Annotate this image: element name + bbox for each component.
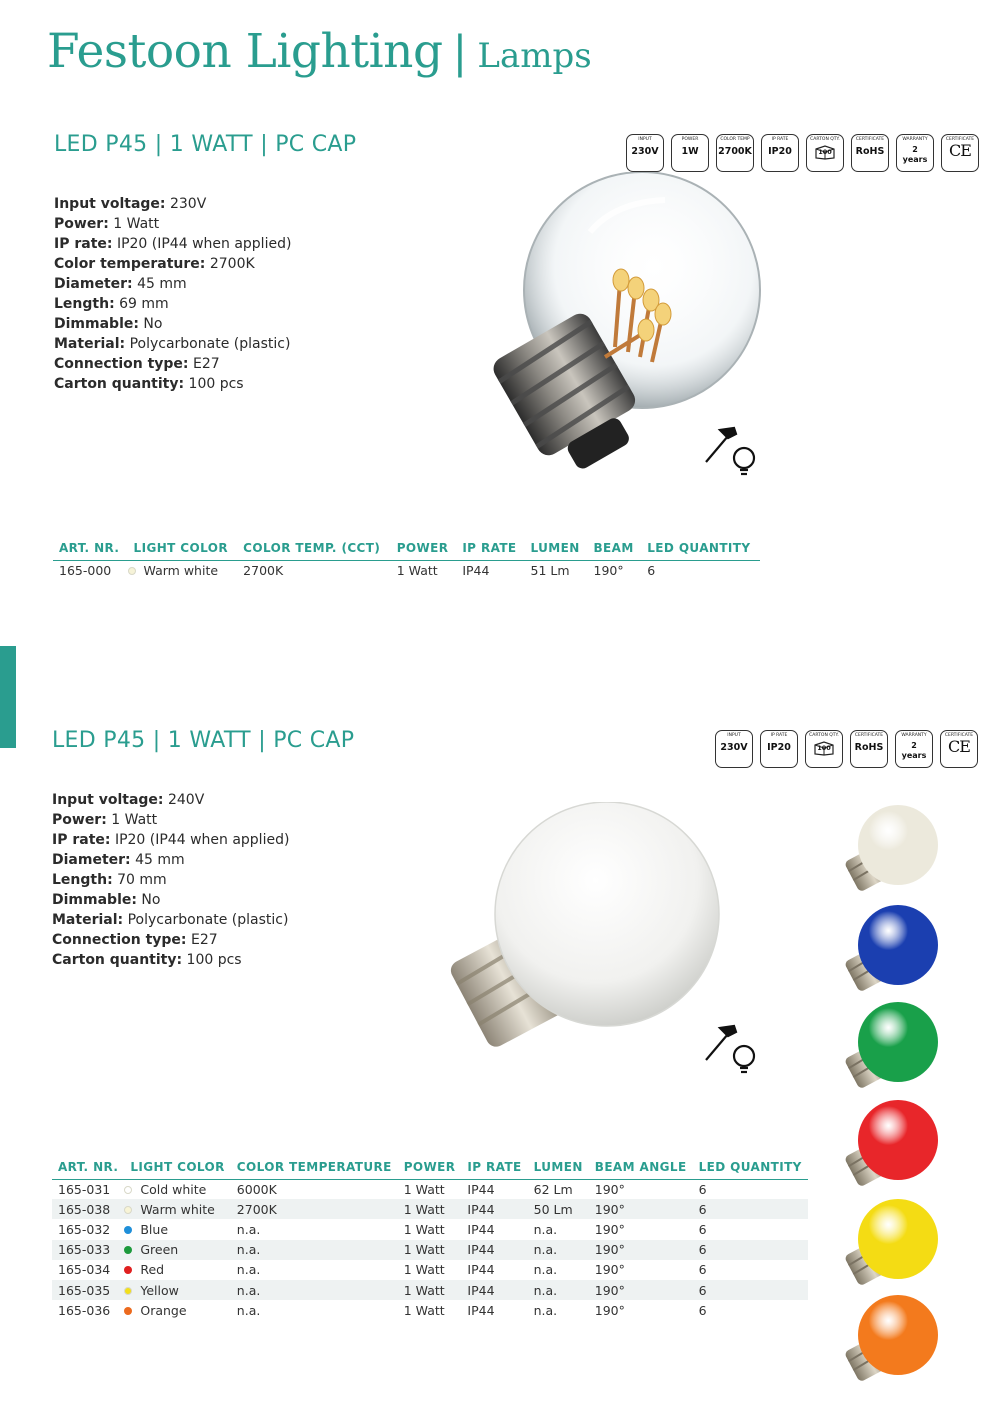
spec-key: Connection type: [52,932,187,948]
spec-key: Input voltage: [54,196,166,212]
spec-value: E27 [190,932,218,948]
table-cell-qty: 6 [698,1302,707,1318]
table-cell-art: 165-034 [58,1262,111,1278]
spec-badge [671,134,709,172]
spec-row [54,194,291,214]
color-dot-icon [124,1307,132,1315]
color-dot-icon [128,567,136,575]
table-cell-ip: IP44 [467,1302,495,1318]
spec-badge [805,730,843,768]
product-2-opal-bulb-image [445,802,735,1062]
color-dot-icon [124,1186,132,1194]
table-cell-beam: 190° [594,1302,625,1318]
table-cell-ip: IP44 [467,1181,495,1197]
table-cell-qty: 6 [698,1221,707,1237]
light-color-name: Orange [140,1302,187,1318]
table-cell-art: 165-032 [58,1221,111,1237]
badge-label: POWER [681,137,699,142]
column-header: LUMEN [525,539,588,560]
spec-value: IP20 (IP44 when applied) [116,236,292,252]
table-cell-power: 1 Watt [403,1262,445,1278]
table-cell-beam: 190° [594,1181,625,1197]
spec-key: Carton quantity: [54,376,185,392]
table-cell-power: 1 Watt [398,1240,462,1260]
spec-badge [940,730,978,768]
badge-value: 100 [817,744,831,752]
spec-key: IP rate: [54,236,113,252]
badge-value: RoHS [854,742,884,753]
swatch-bulb-yellow [842,1197,942,1289]
badge-value: 2700K [718,146,752,157]
column-header: POWER [391,539,457,560]
product-1-replaceable-bulb-icon [700,424,764,484]
table-cell-qty: 6 [647,562,656,578]
column-header: IP RATE [456,539,524,560]
spec-row [52,790,289,810]
spec-value: 45 mm [135,852,185,868]
badge-label: IP RATE [770,733,788,738]
spec-value: No [141,892,161,908]
spec-badge [851,134,889,172]
light-color-name: Red [140,1262,165,1278]
spec-value: IP20 (IP44 when applied) [114,832,290,848]
spec-badge [806,134,844,172]
spec-badge [896,134,934,172]
table-cell-lumen: 62 Lm [533,1181,573,1197]
light-color-name: Cold white [140,1181,207,1197]
badge-label: CERTIFICATE [944,733,974,738]
spec-value: 2700K [209,256,255,272]
spec-value: 1 Watt [113,216,160,232]
spec-row [52,950,289,970]
page-title-main: Festoon Lighting [47,24,443,79]
table-cell-lumen: n.a. [528,1240,589,1260]
spec-row [52,910,289,930]
spec-row [52,830,289,850]
table-cell-qty: 6 [698,1181,707,1197]
table-cell-beam: 190° [593,562,624,578]
spec-badge [895,730,933,768]
column-header: IP RATE [461,1158,527,1179]
table-cell-ip: IP44 [462,562,490,578]
badge-label: WARRANTY [902,137,928,142]
table-cell-lumen: 50 Lm [528,1199,589,1219]
spec-key: Color temperature: [54,256,206,272]
column-header: LED QUANTITY [693,1158,808,1179]
product-2-article-table [52,1158,808,1320]
color-dot-icon [124,1226,132,1234]
table-cell-power: 1 Watt [403,1221,445,1237]
table-cell-qty: 6 [693,1240,808,1260]
spec-key: Connection type: [54,356,189,372]
badge-label: CERTIFICATE [855,137,885,142]
swatch-bulb-red [842,1098,942,1190]
table-row [52,1300,808,1320]
table-cell-qty: 6 [693,1280,808,1300]
table-cell-lumen: n.a. [533,1262,558,1278]
light-color-name: Warm white [143,562,219,578]
table-cell-color [128,560,238,580]
page-title [47,24,592,79]
table-cell-lumen: 51 Lm [530,562,570,578]
spec-value: No [143,316,163,332]
swatch-bulb-orange [842,1293,942,1385]
table-cell-temp: 6000K [236,1181,277,1197]
table-cell-power: 1 Watt [403,1181,445,1197]
spec-value: 100 pcs [186,952,242,968]
spec-key: Dimmable: [52,892,137,908]
spec-badge [716,134,754,172]
spec-row [52,850,289,870]
badge-label: COLOR TEMP [720,137,750,142]
color-dot-icon [124,1206,132,1214]
badge-value: 230V [720,742,748,753]
badge-label: CARTON QTY. [809,733,839,738]
table-cell-qty: 6 [698,1262,707,1278]
spec-key: Power: [52,812,107,828]
spec-row [52,810,289,830]
side-tab-marker [0,646,16,748]
badge-value: 230V [631,146,659,157]
swatch-bulb-white [842,803,942,895]
table-row [52,1260,808,1280]
badge-label: INPUT [638,137,652,142]
spec-value: 230V [169,196,207,212]
color-dot-icon [124,1287,132,1295]
spec-key: Length: [54,296,115,312]
color-dot-icon [124,1246,132,1254]
table-cell-color [124,1260,230,1280]
spec-row [54,314,291,334]
column-header: LIGHT COLOR [128,539,238,560]
table-cell-art: 165-035 [52,1280,124,1300]
table-row [52,1240,808,1260]
table-cell-art: 165-031 [58,1181,111,1197]
column-header: LUMEN [528,1158,589,1179]
light-color-name: Yellow [140,1282,179,1298]
table-cell-color [124,1179,230,1199]
table-cell-art: 165-000 [59,562,112,578]
spec-key: Length: [52,872,113,888]
spec-row [54,234,291,254]
spec-badge [626,134,664,172]
column-header: LED QUANTITY [641,539,760,560]
badge-label: CERTIFICATE [945,137,975,142]
spec-badge [715,730,753,768]
table-row [52,1280,808,1300]
badge-value: 2 [912,145,918,154]
table-row [53,560,760,580]
column-header: POWER [398,1158,462,1179]
table-cell-beam: 190° [589,1280,693,1300]
product-2-specs [52,790,289,970]
spec-value: E27 [192,356,220,372]
table-cell-power: 1 Watt [396,562,438,578]
page-subtitle: Lamps [477,36,592,76]
column-header: LIGHT COLOR [124,1158,230,1179]
spec-row [52,870,289,890]
badge-label: WARRANTY [901,733,927,738]
product-2-badges [715,730,978,768]
product-2-replaceable-bulb-icon [700,1022,764,1082]
badge-label: CARTON QTY. [810,137,840,142]
badge-value: 1W [681,146,699,157]
table-cell-ip: IP44 [461,1280,527,1300]
spec-row [52,930,289,950]
column-header: BEAM [588,539,642,560]
table-cell-ip: IP44 [461,1240,527,1260]
column-header: COLOR TEMP. (CCT) [237,539,391,560]
table-cell-color [124,1280,230,1300]
light-color-name: Warm white [140,1201,215,1217]
badge-value: RoHS [855,146,885,157]
table-cell-beam: 190° [594,1221,625,1237]
badge-value: 2 [911,741,917,750]
badge-label: INPUT [727,733,741,738]
spec-badge [761,134,799,172]
table-cell-temp: n.a. [236,1262,261,1278]
spec-key: Diameter: [52,852,131,868]
swatch-bulb-blue [842,903,942,995]
table-row [52,1179,808,1199]
spec-value: 240V [167,792,205,808]
spec-row [54,334,291,354]
table-row [52,1199,808,1219]
table-cell-power: 1 Watt [403,1302,445,1318]
spec-key: Dimmable: [54,316,139,332]
table-cell-temp: 2700K [243,562,284,578]
badge-value-unit: years [902,155,928,164]
table-cell-beam: 190° [589,1240,693,1260]
table-cell-ip: IP44 [467,1221,495,1237]
spec-key: Material: [54,336,126,352]
column-header: ART. NR. [52,1158,124,1179]
spec-key: Power: [54,216,109,232]
ce-mark-icon: CE [948,737,970,756]
spec-row [54,294,291,314]
spec-value: 1 Watt [111,812,158,828]
title-separator: | [452,27,468,78]
product-1-article-table [53,539,760,580]
product-1-heading: LED P45 | 1 WATT | PC CAP [54,132,357,157]
column-header: BEAM ANGLE [589,1158,693,1179]
swatch-bulb-green [842,1000,942,1092]
spec-row [54,354,291,374]
badge-value: 100 [818,148,832,156]
table-cell-art: 165-033 [52,1240,124,1260]
ce-mark-icon: CE [949,141,971,160]
table-cell-ip: IP44 [461,1199,527,1219]
spec-value: Polycarbonate (plastic) [127,912,289,928]
spec-key: Carton quantity: [52,952,183,968]
table-cell-temp: 2700K [231,1199,398,1219]
spec-row [54,214,291,234]
table-cell-ip: IP44 [467,1262,495,1278]
table-cell-power: 1 Watt [398,1199,462,1219]
product-2-heading: LED P45 | 1 WATT | PC CAP [52,728,355,753]
spec-value: 69 mm [119,296,169,312]
spec-value: 45 mm [137,276,187,292]
spec-row [54,274,291,294]
spec-row [54,374,291,394]
spec-row [52,890,289,910]
spec-value: 70 mm [117,872,167,888]
spec-badge [760,730,798,768]
product-1-specs [54,194,291,394]
column-header: COLOR TEMPERATURE [231,1158,398,1179]
badge-label: IP RATE [771,137,789,142]
spec-row [54,254,291,274]
table-cell-lumen: n.a. [533,1302,558,1318]
table-row [52,1219,808,1239]
table-cell-temp: n.a. [236,1302,261,1318]
table-cell-art: 165-036 [58,1302,111,1318]
table-cell-qty: 6 [693,1199,808,1219]
product-1-badges [626,134,979,172]
badge-value: IP20 [768,146,792,157]
column-header: ART. NR. [53,539,128,560]
color-dot-icon [124,1266,132,1274]
spec-badge [941,134,979,172]
table-cell-beam: 190° [594,1262,625,1278]
table-cell-color [124,1219,230,1239]
spec-key: Material: [52,912,124,928]
spec-value: 100 pcs [188,376,244,392]
table-cell-temp: n.a. [231,1240,398,1260]
table-cell-color [124,1240,230,1260]
table-cell-color [124,1199,230,1219]
spec-key: IP rate: [52,832,111,848]
light-color-name: Blue [140,1221,169,1237]
badge-label: CERTIFICATE [854,733,884,738]
table-cell-temp: n.a. [236,1221,261,1237]
table-cell-beam: 190° [589,1199,693,1219]
table-cell-power: 1 Watt [398,1280,462,1300]
table-cell-lumen: n.a. [533,1221,558,1237]
spec-value: Polycarbonate (plastic) [129,336,291,352]
light-color-name: Green [140,1242,179,1258]
table-cell-color [124,1300,230,1320]
table-cell-temp: n.a. [231,1280,398,1300]
spec-badge [850,730,888,768]
badge-value: IP20 [767,742,791,753]
spec-key: Diameter: [54,276,133,292]
table-cell-lumen: n.a. [528,1280,589,1300]
spec-key: Input voltage: [52,792,164,808]
badge-value-unit: years [901,751,927,760]
table-cell-art: 165-038 [52,1199,124,1219]
